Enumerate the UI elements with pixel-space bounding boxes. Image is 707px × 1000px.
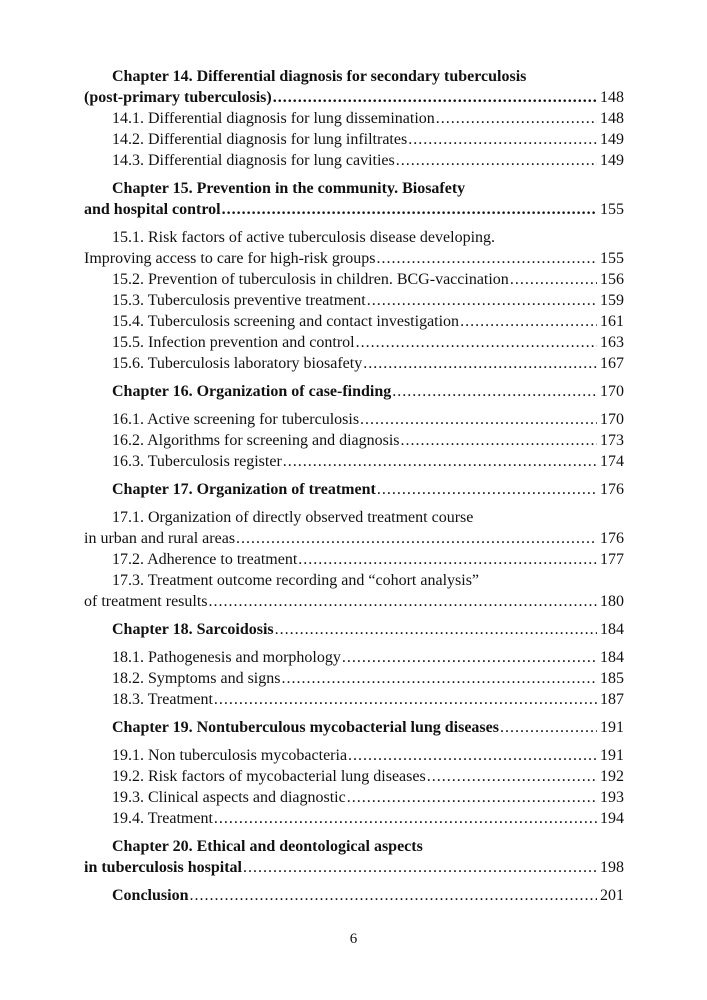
toc-entry-18-1[interactable] bbox=[84, 647, 624, 668]
toc-entry-title: 19.1. Non tuberculosis mycobacteria bbox=[112, 747, 348, 764]
toc-entry-18-2[interactable] bbox=[84, 668, 624, 689]
dot-leader bbox=[367, 290, 597, 311]
toc-entry-title: Chapter 18. Sarcoidosis bbox=[112, 621, 274, 638]
dot-leader bbox=[189, 885, 597, 906]
dot-leader bbox=[436, 108, 597, 129]
toc-chapter-14-heading-cont[interactable] bbox=[84, 87, 624, 108]
toc-entry-title: Improving access to care for high-risk groups bbox=[84, 250, 376, 267]
toc-page-number: 187 bbox=[600, 691, 624, 708]
toc-entry-title: Chapter 17. Organization of treatment bbox=[112, 481, 376, 498]
toc-page-number: 194 bbox=[600, 810, 624, 827]
dot-leader bbox=[396, 150, 597, 171]
toc-entry-title: 16.3. Tuberculosis register bbox=[112, 453, 282, 470]
toc-entry-17-1-cont[interactable] bbox=[84, 528, 624, 549]
toc-entry-title: Chapter 14. Differential diagnosis for secondary tuberculosis bbox=[112, 68, 527, 85]
dot-leader bbox=[236, 528, 597, 549]
toc-entry-title: 15.2. Prevention of tuberculosis in children. BCG-vaccination bbox=[112, 271, 509, 288]
toc-entry-title: 18.1. Pathogenesis and morphology bbox=[112, 649, 341, 666]
toc-entry-title: 19.3. Clinical aspects and diagnostic bbox=[112, 789, 346, 806]
toc-entry-14-3[interactable] bbox=[84, 150, 624, 171]
dot-leader bbox=[360, 409, 597, 430]
dot-leader bbox=[209, 591, 597, 612]
toc-entry-14-1[interactable] bbox=[84, 108, 624, 129]
toc-entry-title: of treatment results bbox=[84, 593, 208, 610]
toc-entry-18-3[interactable] bbox=[84, 689, 624, 710]
dot-leader bbox=[376, 248, 597, 269]
toc-entry-19-2[interactable] bbox=[84, 766, 624, 787]
toc-entry-title: 18.2. Symptoms and signs bbox=[112, 670, 281, 687]
dot-leader bbox=[283, 451, 597, 472]
toc-page-number: 191 bbox=[600, 719, 624, 736]
toc-entry-title: 14.2. Differential diagnosis for lung infiltrates bbox=[112, 131, 408, 148]
dot-leader bbox=[500, 717, 597, 738]
toc-entry-title: Chapter 19. Nontuberculous mycobacterial lung diseases bbox=[112, 719, 499, 736]
dot-leader bbox=[427, 766, 597, 787]
toc-entry-16-2[interactable] bbox=[84, 430, 624, 451]
toc-chapter-20-heading-cont[interactable] bbox=[84, 857, 624, 878]
toc-page-number: 173 bbox=[600, 432, 624, 449]
dot-leader bbox=[408, 129, 597, 150]
toc-entry-title: in tuberculosis hospital bbox=[84, 859, 242, 876]
toc-entry-title: 15.5. Infection prevention and control bbox=[112, 334, 355, 351]
toc-page-number: 180 bbox=[600, 593, 624, 610]
toc-entry-title: 18.3. Treatment bbox=[112, 691, 213, 708]
toc-entry-15-5[interactable] bbox=[84, 332, 624, 353]
dot-leader bbox=[392, 381, 597, 402]
toc-chapter-16-heading[interactable] bbox=[84, 381, 624, 402]
dot-leader bbox=[356, 332, 597, 353]
toc-entry-title: 17.2. Adherence to treatment bbox=[112, 551, 298, 568]
toc-entry-title: 15.1. Risk factors of active tuberculosis disease developing. bbox=[112, 229, 496, 246]
toc-entry-16-3[interactable] bbox=[84, 451, 624, 472]
toc-conclusion[interactable] bbox=[84, 885, 624, 906]
toc-entry-19-3[interactable] bbox=[84, 787, 624, 808]
toc-page-number: 159 bbox=[600, 292, 624, 309]
toc-chapter-19-heading[interactable] bbox=[84, 717, 624, 738]
toc-entry-title: and hospital control bbox=[84, 201, 221, 218]
toc-entry-title: 15.6. Tuberculosis laboratory biosafety bbox=[112, 355, 363, 372]
toc-chapter-20-heading[interactable] bbox=[84, 836, 624, 857]
toc-page-number: 148 bbox=[600, 89, 624, 106]
dot-leader bbox=[281, 668, 597, 689]
toc-entry-title: 19.2. Risk factors of mycobacterial lung diseases bbox=[112, 768, 426, 785]
dot-leader bbox=[348, 745, 597, 766]
toc-entry-15-1[interactable] bbox=[84, 227, 624, 248]
toc-entry-title: Conclusion bbox=[112, 887, 189, 904]
dot-leader bbox=[275, 619, 597, 640]
dot-leader bbox=[342, 647, 597, 668]
dot-leader bbox=[401, 430, 597, 451]
dot-leader bbox=[460, 311, 597, 332]
dot-leader bbox=[377, 479, 597, 500]
dot-leader bbox=[214, 689, 597, 710]
toc-page-number: 163 bbox=[600, 334, 624, 351]
toc-entry-title: (post-primary tuberculosis) bbox=[84, 89, 272, 106]
toc-page-number: 155 bbox=[600, 250, 624, 267]
toc-entry-15-4[interactable] bbox=[84, 311, 624, 332]
toc-page-number: 176 bbox=[600, 481, 624, 498]
dot-leader bbox=[510, 269, 597, 290]
toc-page-number: 185 bbox=[600, 670, 624, 687]
toc-page-number: 149 bbox=[600, 152, 624, 169]
toc-entry-title: 14.3. Differential diagnosis for lung cavities bbox=[112, 152, 395, 169]
toc-entry-title: 16.2. Algorithms for screening and diagnosis bbox=[112, 432, 400, 449]
toc-page-number: 161 bbox=[600, 313, 624, 330]
toc-page-number: 167 bbox=[600, 355, 624, 372]
toc-entry-title: Chapter 16. Organization of case-finding bbox=[112, 383, 392, 400]
toc-entry-15-6[interactable] bbox=[84, 353, 624, 374]
toc-chapter-15-heading[interactable] bbox=[84, 178, 624, 199]
toc-page-number: 193 bbox=[600, 789, 624, 806]
toc-entry-19-1[interactable] bbox=[84, 745, 624, 766]
dot-leader bbox=[273, 87, 597, 108]
toc-page-number: 177 bbox=[600, 551, 624, 568]
toc-entry-15-3[interactable] bbox=[84, 290, 624, 311]
toc-page-number: 201 bbox=[600, 887, 624, 904]
toc-entry-title: 15.3. Tuberculosis preventive treatment bbox=[112, 292, 366, 309]
toc-entry-title: 19.4. Treatment bbox=[112, 810, 213, 827]
toc-entry-17-2[interactable] bbox=[84, 549, 624, 570]
toc-entry-title: 15.4. Tuberculosis screening and contact investigation bbox=[112, 313, 460, 330]
toc-entry-title: Chapter 15. Prevention in the community. Biosafety bbox=[112, 180, 466, 197]
toc-page-number: 174 bbox=[600, 453, 624, 470]
toc-entry-title: 17.1. Organization of directly observed treatment course bbox=[112, 509, 474, 526]
toc-entry-title: Chapter 20. Ethical and deontological aspects bbox=[112, 838, 423, 855]
toc-chapter-14-heading[interactable] bbox=[84, 66, 624, 87]
toc-chapter-18-heading[interactable] bbox=[84, 619, 624, 640]
table-of-contents bbox=[84, 66, 624, 906]
toc-page-number: 192 bbox=[600, 768, 624, 785]
toc-page-number: 148 bbox=[600, 110, 624, 127]
toc-entry-17-3-cont[interactable] bbox=[84, 591, 624, 612]
dot-leader bbox=[298, 549, 597, 570]
toc-page-number: 191 bbox=[600, 747, 624, 764]
dot-leader bbox=[363, 353, 597, 374]
toc-chapter-15-heading-cont[interactable] bbox=[84, 199, 624, 220]
toc-page-number: 149 bbox=[600, 131, 624, 148]
dot-leader bbox=[214, 808, 597, 829]
page-number: 6 bbox=[349, 931, 358, 947]
toc-chapter-17-heading[interactable] bbox=[84, 479, 624, 500]
toc-entry-17-3[interactable] bbox=[84, 570, 624, 591]
toc-entry-15-2[interactable] bbox=[84, 269, 624, 290]
toc-page-number: 184 bbox=[600, 621, 624, 638]
toc-page-number: 155 bbox=[600, 201, 624, 218]
toc-page-number: 170 bbox=[600, 383, 624, 400]
toc-entry-16-1[interactable] bbox=[84, 409, 624, 430]
dot-leader bbox=[222, 199, 597, 220]
toc-entry-title: 14.1. Differential diagnosis for lung dissemination bbox=[112, 110, 435, 127]
dot-leader bbox=[347, 787, 597, 808]
toc-entry-19-4[interactable] bbox=[84, 808, 624, 829]
toc-entry-title: 17.3. Treatment outcome recording and “cohort analysis” bbox=[112, 572, 480, 589]
toc-page-number: 198 bbox=[600, 859, 624, 876]
toc-page-number: 176 bbox=[600, 530, 624, 547]
toc-entry-14-2[interactable] bbox=[84, 129, 624, 150]
toc-entry-17-1[interactable] bbox=[84, 507, 624, 528]
toc-entry-title: 16.1. Active screening for tuberculosis bbox=[112, 411, 360, 428]
toc-entry-15-1-cont[interactable] bbox=[84, 248, 624, 269]
toc-page-number: 170 bbox=[600, 411, 624, 428]
dot-leader bbox=[243, 857, 597, 878]
toc-entry-title: in urban and rural areas bbox=[84, 530, 236, 547]
toc-page-number: 184 bbox=[600, 649, 624, 666]
toc-page-number: 156 bbox=[600, 271, 624, 288]
